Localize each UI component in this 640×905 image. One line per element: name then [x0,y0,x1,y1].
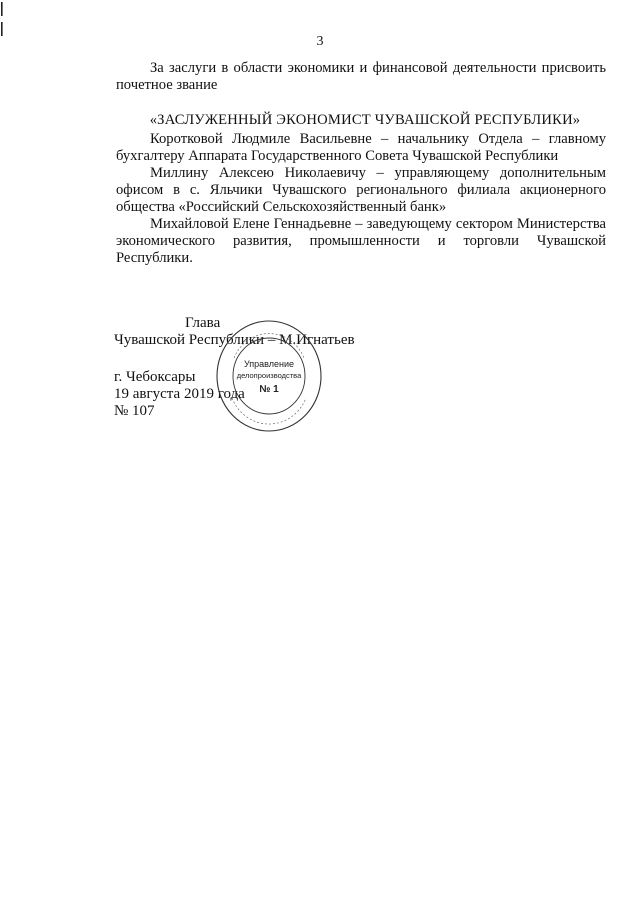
stamp-line2: делопроизводства [236,371,302,380]
document-number: № 107 [114,403,155,419]
signature-position-line1: Глава [185,315,221,331]
document-place: г. Чебоксары [114,369,196,385]
intro-block [116,60,606,94]
stamp-line1: Управление [243,359,295,369]
signature-separator: – [267,332,276,348]
page-number: 3 [316,34,324,49]
awardee-paragraph: Михайловой Елене Геннадьевне – заведующему сектором Министерства экономического развития, промышленности и торговли Чувашской Республики. [116,216,606,266]
signature-position-line2: Чувашской Республики [114,332,265,348]
stamp-line3: № 1 [259,384,279,395]
awardee-paragraph: Миллину Алексею Николаевичу – управляющему дополнительным офисом в с. Яльчики Чувашского регионального филиала акционерного общества «Российский Сельскохозяйственный банк» [116,165,606,215]
stamp-seal-icon [214,318,324,434]
awardee-paragraph: Коротковой Людмиле Васильевне – начальнику Отдела – главному бухгалтеру Аппарата Государственного Совета Чувашской Республики [116,131,606,164]
awardees-list [116,131,606,267]
signatory-name: М.Игнатьев [279,332,355,348]
intro-paragraph: За заслуги в области экономики и финансовой деятельности присвоить почетное звание [116,60,606,93]
document-date: 19 августа 2019 года [114,386,245,402]
honorary-title: «ЗАСЛУЖЕННЫЙ ЭКОНОМИСТ ЧУВАШСКОЙ РЕСПУБЛИКИ» [149,112,581,128]
